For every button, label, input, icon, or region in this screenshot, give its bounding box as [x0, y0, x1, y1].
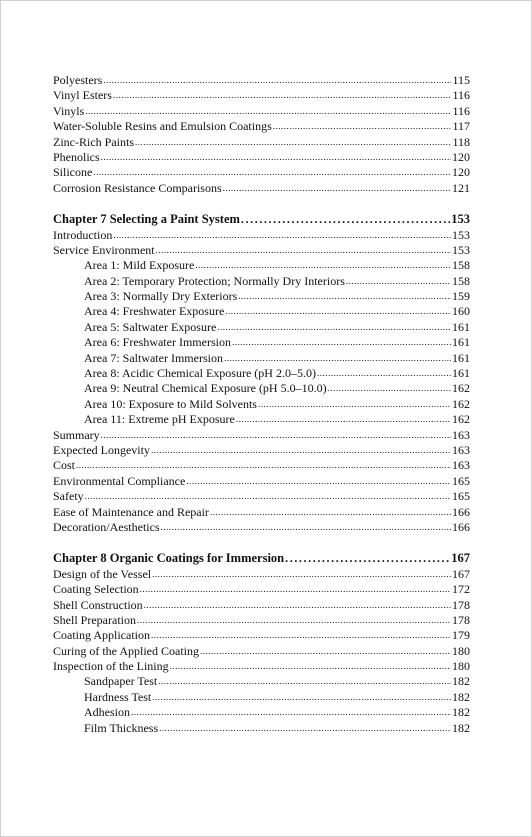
entry-title: Polyesters — [53, 73, 103, 87]
entry-title: Decoration/Aesthetics — [53, 519, 160, 534]
entry-title: Corrosion Resistance Comparisons — [53, 180, 222, 195]
entry-title: Curing of the Applied Coating — [53, 643, 199, 658]
toc-entry[interactable] — [53, 181, 470, 196]
dot-leader — [76, 458, 451, 473]
dot-leader — [159, 721, 451, 736]
entry-title: Expected Longevity — [53, 442, 150, 457]
toc-entry[interactable] — [53, 598, 470, 613]
entry-page-number: 162 — [452, 412, 470, 427]
chapter-page-number: 167 — [451, 551, 470, 566]
dot-leader — [137, 613, 451, 628]
dot-leader — [113, 228, 451, 243]
entry-page-number: 162 — [452, 396, 470, 411]
dot-leader — [170, 659, 451, 674]
toc-entry[interactable] — [53, 567, 470, 582]
entry-title: Cost — [53, 458, 76, 473]
dot-leader — [258, 397, 451, 412]
toc-entry[interactable] — [53, 659, 470, 674]
dot-leader — [225, 304, 451, 319]
entry-title: Introduction — [53, 227, 113, 242]
entry-title: Adhesion — [84, 705, 130, 720]
toc-entry[interactable] — [53, 628, 470, 643]
entry-page-number: 166 — [452, 504, 470, 519]
entry-title: Water-Soluble Resins and Emulsion Coatings — [53, 119, 272, 134]
toc-entry[interactable] — [53, 428, 470, 443]
entry-page-number: 180 — [452, 659, 470, 674]
toc-entry[interactable] — [53, 228, 470, 243]
table-of-contents — [53, 73, 470, 736]
toc-subentry[interactable] — [53, 335, 470, 350]
entry-page-number: 163 — [452, 458, 470, 473]
entry-title: Area 4: Freshwater Exposure — [84, 304, 225, 319]
toc-entry[interactable] — [53, 458, 470, 473]
toc-entry[interactable] — [53, 150, 470, 165]
entry-page-number: 179 — [452, 628, 470, 643]
chapter-title: Chapter 7 Selecting a Paint System — [53, 212, 240, 227]
dot-leader — [317, 366, 451, 381]
dot-leader — [113, 88, 451, 103]
dot-leader — [135, 135, 451, 150]
entry-title: Area 11: Extreme pH Exposure — [84, 412, 235, 427]
entry-page-number: 165 — [452, 489, 470, 504]
dot-leader — [85, 489, 451, 504]
entry-page-number: 120 — [452, 165, 470, 180]
toc-subentry[interactable] — [53, 721, 470, 736]
entry-title: Silicone — [53, 165, 93, 180]
toc-subentry[interactable] — [53, 381, 470, 396]
entry-page-number: 158 — [452, 258, 470, 273]
entry-title: Area 6: Freshwater Immersion — [84, 335, 231, 350]
toc-subentry[interactable] — [53, 258, 470, 273]
entry-page-number: 180 — [452, 643, 470, 658]
entry-page-number: 161 — [452, 335, 470, 350]
toc-entry[interactable] — [53, 582, 470, 597]
entry-title: Film Thickness — [84, 720, 159, 735]
chapter-title: Chapter 8 Organic Coatings for Immersion — [53, 551, 285, 566]
entry-title: Inspection of the Lining — [53, 659, 169, 674]
entry-page-number: 178 — [452, 612, 470, 627]
dot-leader — [328, 381, 451, 396]
entry-page-number: 182 — [452, 705, 470, 720]
entry-title: Shell Preparation — [53, 612, 136, 627]
dot-leader — [101, 428, 451, 443]
entry-page-number: 158 — [452, 273, 470, 288]
dot-leader — [101, 150, 451, 165]
entry-page-number: 117 — [452, 119, 470, 134]
entry-title: Coating Selection — [53, 582, 139, 597]
entry-page-number: 153 — [452, 227, 470, 242]
entry-title: Coating Application — [53, 628, 150, 643]
entry-page-number: 161 — [452, 350, 470, 365]
entry-page-number: 153 — [452, 242, 470, 257]
entry-page-number: 121 — [452, 180, 470, 195]
entry-page-number: 162 — [452, 381, 470, 396]
entry-title: Ease of Maintenance and Repair — [53, 504, 209, 519]
toc-subentry[interactable] — [53, 320, 470, 335]
entry-page-number: 167 — [452, 566, 470, 581]
dot-leader — [151, 443, 451, 458]
entry-page-number: 165 — [452, 473, 470, 488]
section-gap — [53, 196, 470, 212]
entry-page-number: 163 — [452, 442, 470, 457]
entry-title: Area 10: Exposure to Mild Solvents — [84, 396, 257, 411]
dot-leader — [238, 289, 451, 304]
dot-leader — [224, 351, 451, 366]
dot-leader — [273, 119, 452, 134]
entry-title: Environmental Compliance — [53, 473, 186, 488]
dot-leader — [85, 104, 451, 119]
entry-title: Area 3: Normally Dry Exteriors — [84, 289, 238, 304]
dot-leader — [156, 243, 451, 258]
toc-entry[interactable] — [53, 73, 470, 88]
chapter-heading[interactable] — [53, 212, 470, 227]
toc-entry[interactable] — [53, 474, 470, 489]
entry-page-number: 116 — [452, 88, 470, 103]
section-gap — [53, 535, 470, 551]
entry-title: Service Environment — [53, 242, 155, 257]
entry-page-number: 182 — [452, 674, 470, 689]
entry-page-number: 116 — [452, 103, 470, 118]
toc-subentry[interactable] — [53, 397, 470, 412]
entry-page-number: 118 — [452, 134, 470, 149]
toc-subentry[interactable] — [53, 274, 470, 289]
dot-leader — [93, 165, 451, 180]
entry-title: Vinyls — [53, 103, 85, 118]
dot-leader — [103, 73, 451, 88]
toc-entry[interactable] — [53, 520, 470, 535]
entry-title: Area 2: Temporary Protection; Normally Dry Interiors — [84, 273, 345, 288]
toc-subentry[interactable] — [53, 304, 470, 319]
entry-title: Area 8: Acidic Chemical Exposure (pH 2.0–5.0) — [84, 366, 316, 381]
entry-title: Area 7: Saltwater Immersion — [84, 350, 223, 365]
dot-leader — [223, 181, 451, 196]
dot-leader — [241, 212, 450, 227]
toc-entry[interactable] — [53, 644, 470, 659]
entry-page-number: 120 — [452, 149, 470, 164]
dot-leader — [186, 474, 451, 489]
entry-title: Sandpaper Test — [84, 674, 158, 689]
dot-leader — [217, 320, 451, 335]
entry-page-number: 166 — [452, 519, 470, 534]
entry-page-number: 182 — [452, 720, 470, 735]
toc-entry[interactable] — [53, 119, 470, 134]
dot-leader — [346, 274, 451, 289]
dot-leader — [232, 335, 451, 350]
dot-leader — [152, 690, 451, 705]
toc-subentry[interactable] — [53, 351, 470, 366]
entry-title: Summary — [53, 427, 100, 442]
dot-leader — [161, 520, 451, 535]
toc-subentry[interactable] — [53, 366, 470, 381]
dot-leader — [210, 505, 451, 520]
entry-page-number: 159 — [452, 289, 470, 304]
toc-subentry[interactable] — [53, 289, 470, 304]
entry-title: Safety — [53, 489, 84, 504]
toc-entry[interactable] — [53, 489, 470, 504]
entry-page-number: 182 — [452, 689, 470, 704]
dot-leader — [152, 567, 451, 582]
dot-leader — [200, 644, 451, 659]
entry-page-number: 172 — [452, 582, 470, 597]
entry-title: Area 5: Saltwater Exposure — [84, 319, 217, 334]
toc-entry[interactable] — [53, 135, 470, 150]
entry-page-number: 160 — [452, 304, 470, 319]
entry-page-number: 161 — [452, 366, 470, 381]
toc-entry[interactable] — [53, 243, 470, 258]
toc-entry[interactable] — [53, 88, 470, 103]
entry-title: Area 1: Mild Exposure — [84, 258, 195, 273]
dot-leader — [144, 598, 451, 613]
toc-entry[interactable] — [53, 443, 470, 458]
toc-entry[interactable] — [53, 505, 470, 520]
dot-leader — [158, 674, 451, 689]
entry-title: Phenolics — [53, 149, 100, 164]
toc-entry[interactable] — [53, 104, 470, 119]
entry-title: Hardness Test — [84, 689, 152, 704]
toc-entry[interactable] — [53, 613, 470, 628]
toc-entry[interactable] — [53, 165, 470, 180]
toc-subentry[interactable] — [53, 705, 470, 720]
dot-leader — [131, 705, 451, 720]
toc-subentry[interactable] — [53, 412, 470, 427]
dot-leader — [236, 412, 451, 427]
dot-leader — [140, 582, 451, 597]
chapter-heading[interactable] — [53, 551, 470, 566]
chapter-page-number: 153 — [451, 212, 470, 227]
dot-leader — [285, 551, 450, 566]
entry-title: Area 9: Neutral Chemical Exposure (pH 5.0–10.0) — [84, 381, 327, 396]
dot-leader — [195, 258, 451, 273]
toc-subentry[interactable] — [53, 674, 470, 689]
entry-title: Vinyl Esters — [53, 88, 112, 103]
entry-title: Zinc-Rich Paints — [53, 134, 134, 149]
entry-page-number: 163 — [452, 427, 470, 442]
entry-page-number: 115 — [452, 73, 470, 87]
entry-page-number: 178 — [452, 597, 470, 612]
dot-leader — [151, 628, 451, 643]
entry-page-number: 161 — [452, 319, 470, 334]
toc-subentry[interactable] — [53, 690, 470, 705]
entry-title: Design of the Vessel — [53, 566, 152, 581]
entry-title: Shell Construction — [53, 597, 143, 612]
